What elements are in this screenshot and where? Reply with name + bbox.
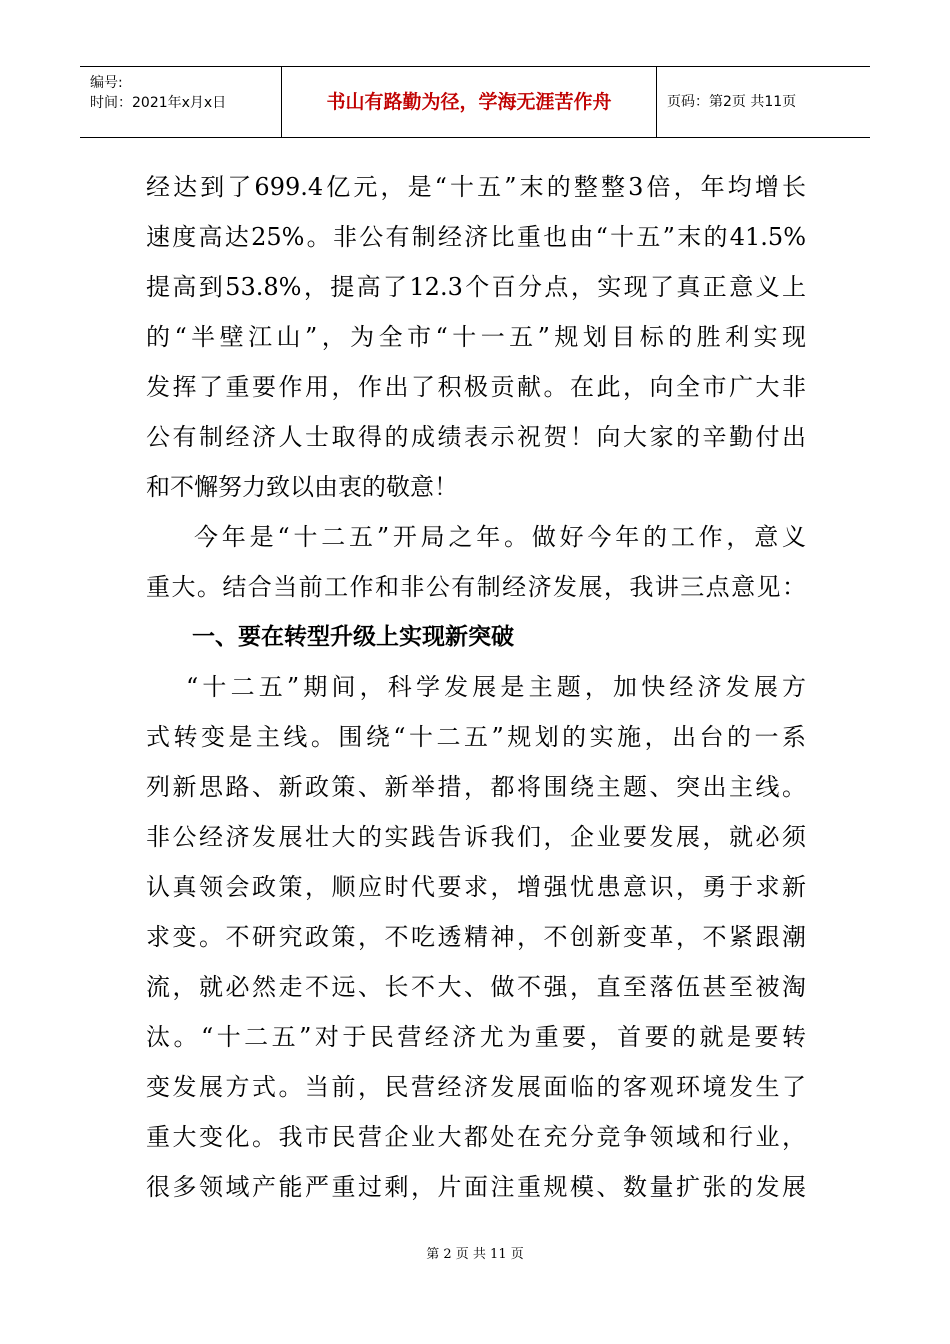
body-line: 的“半壁江山”，为全市“十一五”规划目标的胜利实现 (146, 323, 806, 351)
body-line: 求变。不研究政策，不吃透精神，不创新变革，不紧跟潮 (146, 923, 806, 951)
body-line: 公有制经济人士取得的成绩表示祝贺！向大家的辛勤付出 (146, 423, 806, 451)
body-line: 重大。结合当前工作和非公有制经济发展，我讲三点意见： (146, 573, 806, 601)
document-number-label: 编号: (90, 75, 123, 91)
body-line: “十二五”期间，科学发展是主题，加快经济发展方 (186, 673, 806, 701)
body-line: 很多领域产能严重过剩，片面注重规模、数量扩张的发展 (146, 1173, 806, 1201)
body-line: 发挥了重要作用，作出了积极贡献。在此，向全市广大非 (146, 373, 806, 401)
body-line: 列新思路、新政策、新举措，都将围绕主题、突出主线。 (146, 773, 806, 801)
body-line: 今年是“十二五”开局之年。做好今年的工作，意义 (194, 523, 806, 551)
body-line: 提高到53.8%，提高了12.3个百分点，实现了真正意义上 (146, 273, 806, 301)
section-heading: 一、要在转型升级上实现新突破 (192, 624, 514, 650)
body-line: 重大变化。我市民营企业大都处在充分竞争领域和行业， (146, 1123, 806, 1151)
body-line: 速度高达25%。非公有制经济比重也由“十五”末的41.5% (146, 223, 806, 251)
document-body (146, 162, 806, 1212)
body-line: 变发展方式。当前，民营经济发展面临的客观环境发生了 (146, 1073, 806, 1101)
page-header (80, 66, 870, 138)
header-meta (80, 67, 282, 137)
body-line: 式转变是主线。围绕“十二五”规划的实施，出台的一系 (146, 723, 806, 751)
body-line: 认真领会政策，顺应时代要求，增强忧患意识，勇于求新 (146, 873, 806, 901)
document-date-label: 时间：2021年x月x日 (90, 95, 227, 111)
body-line: 非公经济发展壮大的实践告诉我们，企业要发展，就必须 (146, 823, 806, 851)
body-line: 经达到了699.4亿元，是“十五”末的整整3倍，年均增长 (146, 173, 806, 201)
body-line: 和不懈努力致以由衷的敬意！ (146, 473, 458, 501)
header-motto: 书山有路勤为径，学海无涯苦作舟 (282, 67, 657, 137)
body-line: 流，就必然走不远、长不大、做不强，直至落伍甚至被淘 (146, 973, 806, 1001)
page-footer: 第 2 页 共 11 页 (426, 1247, 524, 1262)
body-line: 汰。“十二五”对于民营经济尤为重要，首要的就是要转 (146, 1023, 806, 1051)
header-page-number: 页码：第2页 共11页 (667, 94, 797, 110)
